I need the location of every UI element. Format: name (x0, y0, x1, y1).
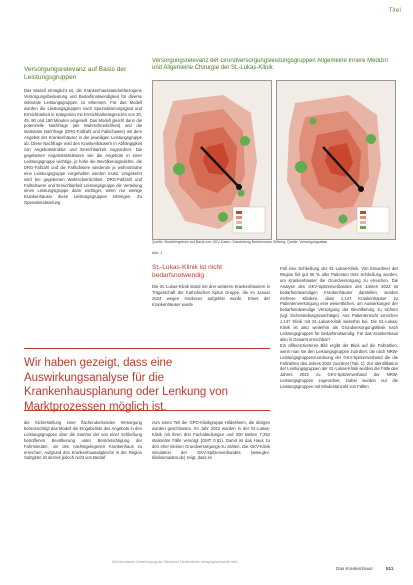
right-column-text: Fall eine Schließung der St.-Lukas-Klinik. Von Einwohner der Region fiel gut 30 % aller Patienten trotz Schließung wurden, um Krankenhäuser die Grundversorgung zu erreichen. Die Analyse des GKV-Spitzenverbandes des Jahres 2023 ist bedarfsnotwendigen Krankenhäuser darstellen, wurden mehrere Kliniken, dass 1.147 Krankenhäuser zu Patientenversorgung eine wesentlichen, um Auswirkungen der bedarfsnotwendige Versorgung der Bevölkerung zu sichern (vgl. Sicherstellungszuschläge). Aus Patientensicht erreichen 1.147 Klinik mit St.-Lukas-Klinik weiterhin bei. Die St.-Lukas-Klinik ist also weiterhin als Grundversorgungsklinik nach Leistungsgruppen für bedarfsnotwendig. Für das Krankenhaus also in Gesamt erreichbar? Ein differenzierteres Bild ergibt der Blick auf die Fallzahlen, wenn man sie den Leistungsgruppen zuordnet, die nach NRW-Leistungsgruppenzuordnung der GKV-Spitzenverband die die Fallzahlen des Jahres 2022 zuordnet (Tab. 1). Zur Identifikation der Leistungsgruppen der St.-Lukas-Klinik wurden die Fälle des Jahres 2022 zu GKV-Spitzenverband der NRW-Leistungsgruppen zugeordnet. Dabei wurden nur die Leistungsgruppen mit Mindestanzahl von Fällen (280, 266, 398, 390)
footer-permission: Mit freundlicher Genehmigung der Bibliomed Medizinische Verlagsgesellschaft mbH (112, 560, 238, 564)
pull-quote: Wir haben gezeigt, dass eine Auswirkungsanalyse für die Krankenhausplanung oder Lenkung von Marktprozessen möglich ist. (24, 357, 228, 413)
left-column-text: Das Modell ermöglicht es, die Krankenhausstandortbezogene Versorgungsbedeutung und Bedarfsnotwendigkeit für diverse sektorale Leistungsgruppen zu erkennen. Für das Modell wurden die Leistungsgruppen nach Spezialisierungsgrad und Erreichbarkeit in Kategorien mit Erreichbarkeitsgrenzen von 30, 45, 90 und 180 Minuten eingeteilt. Das Modell gleicht dann die potenzielle Nachfrage (als Wahrscheinlichkeit) und die stationäre Nachfrage (DRG-Fallzahl und Fallschwere) mit dem Angebot der Krankenhäuser in der jeweiligen Leistungsgruppe ab. Diese Nachfrage wird den Krankenhäusern in Abhängigkeit von Angebotsstruktur und Erreichbarkeit zugeordnet. Die gegebenen Angebotsstrukturen wie die Angebote in einer Leistungsgruppe wichtige, je hohe die Bevölkerungsdichte, die DRG-Fallzahl und die Fallschwere wiederum je wohnortnahe eine Leistungsgruppe vorgehalten werden muss. Umgekehrt wird bei gegebenen Wahrscheinlichkeit, DRG-Fallzahl und Fallschwere und Erreichbarkeit Leistungsgruppe die Verteilung eines Leistungsgruppe dann wichtiger, wenn nur wenige Krankenhäuser diese Leistungsgruppen erbringen. Zu Operationalisierung (24, 88, 142, 206)
section-heading-relevance: Versorgungsrelevanz auf Basis der Leistungsgruppen (24, 66, 127, 82)
heatmap-left (153, 81, 271, 239)
bottom-middle-text: zum einen Teil der GPO-Klinikgruppe Hildesheim, die übrigen wurden geschlossen. Im Jahr 2022 wurden in der St.-Lukas-Klinik mit ihren drei Fachabteilungen und 200 Betten 7.252 stationäre Fälle versorgt (GMT 0,91). Damit ist das Haus zu den eher kleinen Grundversorgungs-zu zählen. Die GKV-Klinik simulation der GKV-Spitzenverbandes (www.gkv-kliniksimulator.de) zeigt, dass im (152, 420, 270, 461)
map-right (276, 80, 396, 240)
section-heading-not-necessary: St.-Lukas-Klinik ist nicht bedarfsnotwendig (152, 264, 222, 280)
figure-caption: Quelle: Modellergebnis auf Basis von GKV-Daten, Darstellung Bertelsmann Stiftung, Quelle: Versorgungsatlas (152, 240, 328, 244)
middle-column-text: Die St.-Lukas-Klinik stand mit drei weiteren Krankenhäusern in Trägerschaft der Katholischen Kplus Gruppe, die im Januar 2024 wegen Insolvenz aufgelöst wurde. Eines der Krankenhäuser wurde (152, 284, 270, 307)
quote-rule-bottom (24, 410, 270, 411)
footer-journal: Das Krankenhaus (336, 566, 373, 571)
quote-rule-top (24, 348, 270, 349)
figure-title: Versorgungsrelevanz der Grundversorgungsleistungsgruppen Allgemeine Innere Medizin und Allgemeine Chirurgie der St.-Lukas-Klinik (152, 58, 388, 72)
page-number: 511 (386, 566, 394, 571)
figure-label: Abb. 1 (152, 251, 163, 255)
map-left (152, 80, 272, 240)
bottom-left-text: die Sicherstellung einer flächendeckenden Versorgung berücksichtigt das Modell die Eingabeliste des Angebots in den Leistungsgruppen über die Summe der von einer Schließung betroffenen Bevölkerung unter Berücksichtigung der Fahrminuten, um den nächstgelegenen Krankenhaus zu erreichen. Aufgrund des Krankenhausabgleichs in der Region Salzgitter ist derzeit jedoch nicht von Bedarf (24, 420, 142, 461)
section-tag: Titel (388, 8, 401, 14)
heatmap-right (277, 81, 395, 239)
